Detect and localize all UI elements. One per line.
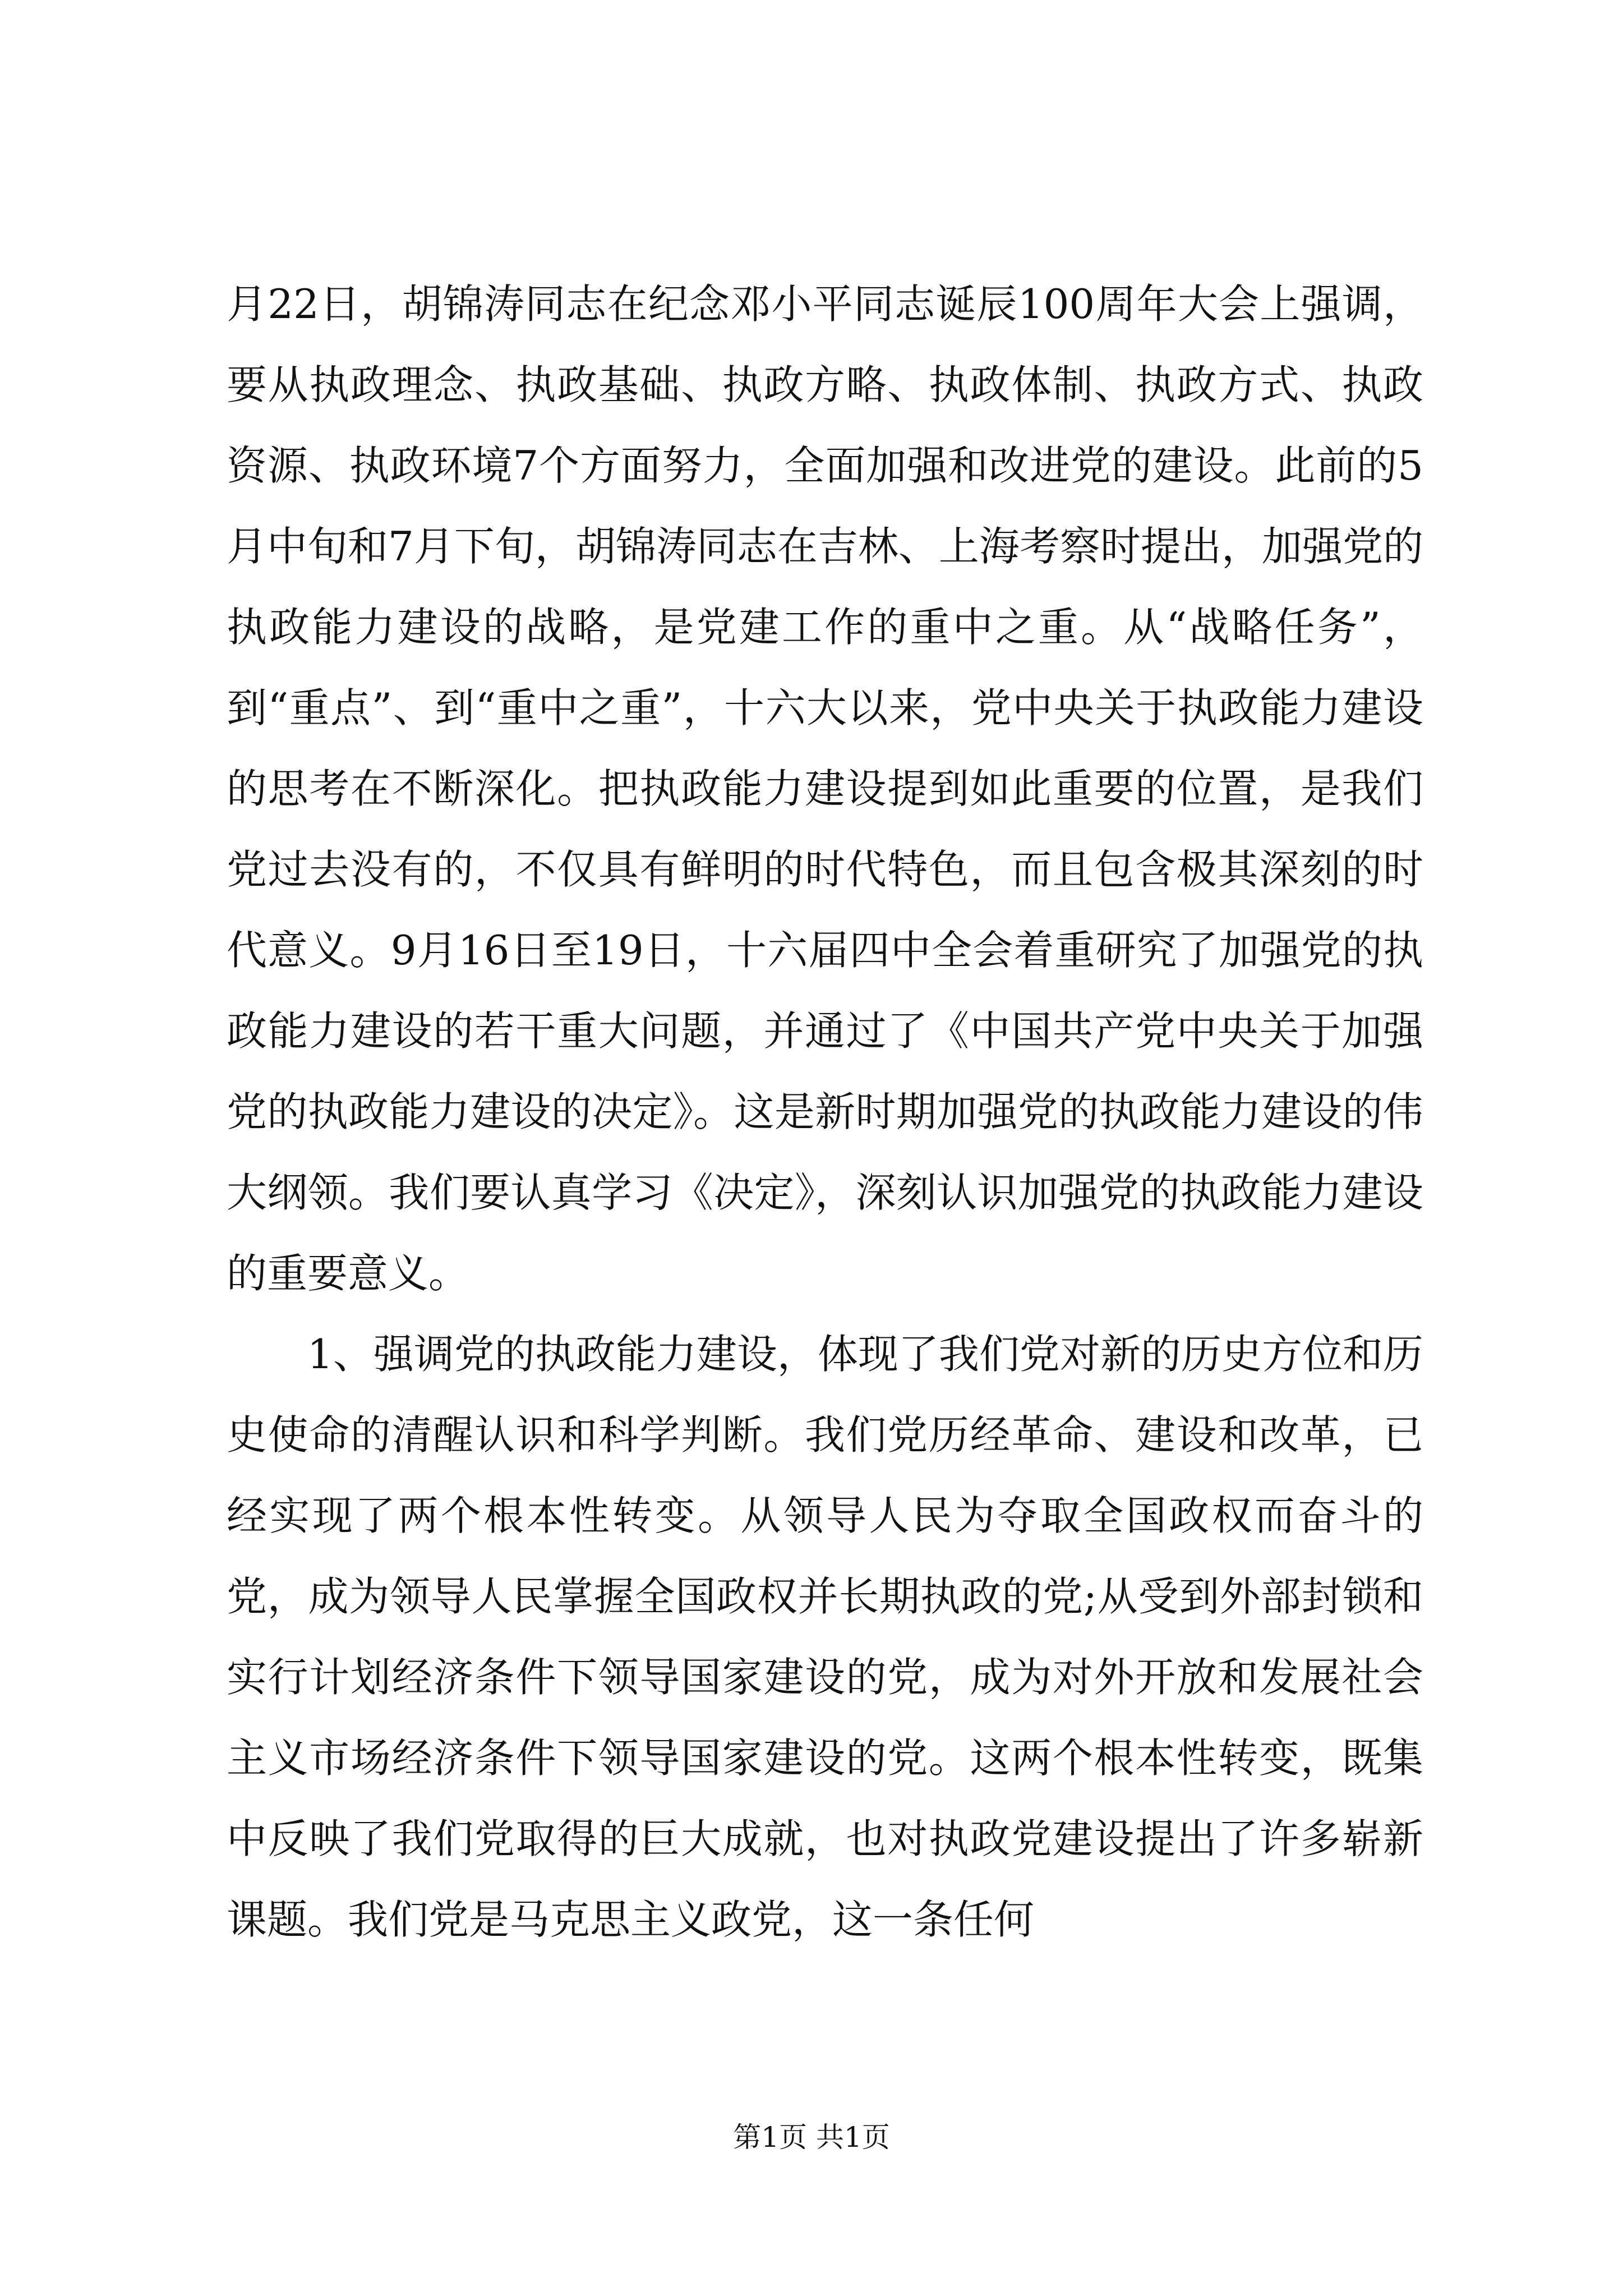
- page-footer: 第1页 共1页: [733, 2121, 890, 2154]
- paragraph-2: 1、强调党的执政能力建设，体现了我们党对新的历史方位和历史使命的清醒认识和科学判断。我们党历经革命、建设和改革，已经实现了两个根本性转变。从领导人民为夺取全国政权而奋斗的党，成为领导人民掌握全国政权并长期执政的党;从受到外部封锁和实行计划经济条件下领导国家建设的党，成为对外开放和发展社会主义市场经济条件下领导国家建设的党。这两个根本性转变，既集中反映了我们党取得的巨大成就，也对执政党建设提出了许多崭新课题。我们党是马克思主义政党，这一条任何: [227, 1331, 1423, 1943]
- document-body: [227, 264, 1423, 1960]
- paragraph-1: 月22日，胡锦涛同志在纪念邓小平同志诞辰100周年大会上强调，要从执政理念、执政基础、执政方略、执政体制、执政方式、执政资源、执政环境7个方面努力，全面加强和改进党的建设。此前的5月中旬和7月下旬，胡锦涛同志在吉林、上海考察时提出，加强党的执政能力建设的战略，是党建工作的重中之重。从“战略任务”，到“重点”、到“重中之重”，十六大以来，党中央关于执政能力建设的思考在不断深化。把执政能力建设提到如此重要的位置，是我们党过去没有的，不仅具有鲜明的时代特色，而且包含极其深刻的时代意义。9月16日至19日，十六届四中全会着重研究了加强党的执政能力建设的若干重大问题，并通过了《中国共产党中央关于加强党的执政能力建设的决定》。这是新时期加强党的执政能力建设的伟大纲领。我们要认真学习《决定》，深刻认识加强党的执政能力建设的重要意义。: [227, 280, 1423, 1297]
